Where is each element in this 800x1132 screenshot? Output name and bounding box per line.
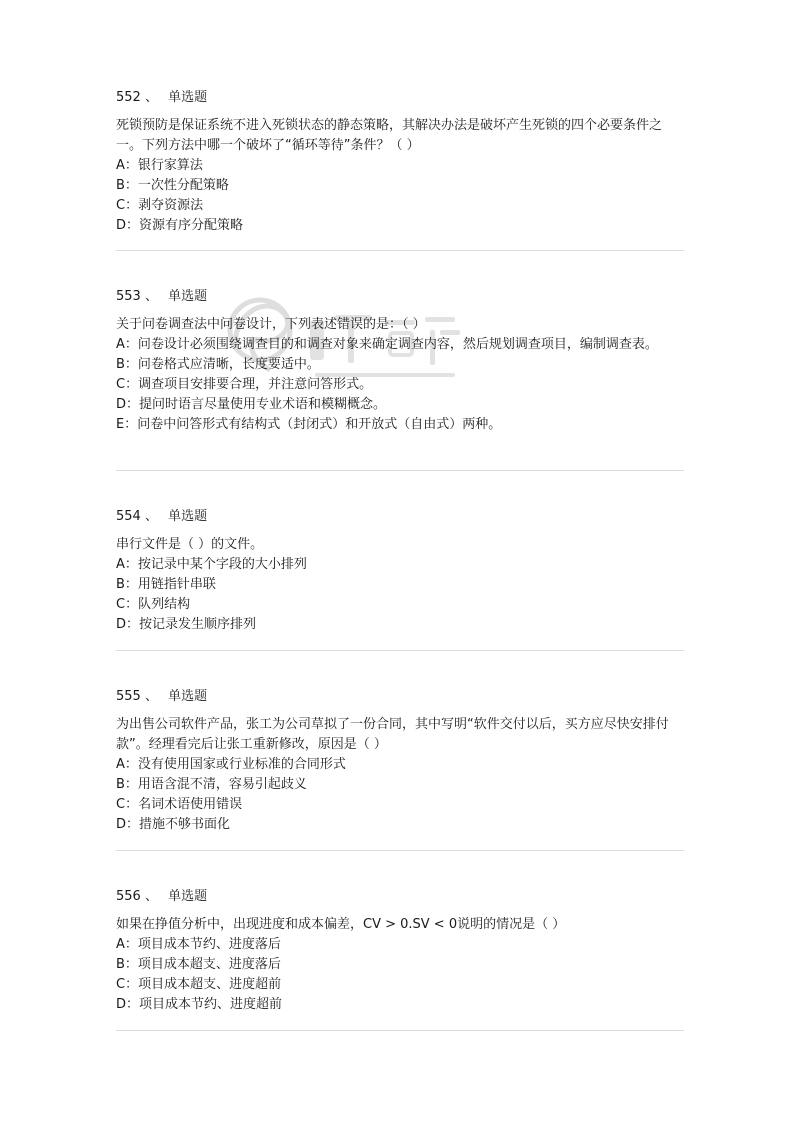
option-text: 资源有序分配策略 [139, 218, 244, 233]
option-letter: B： [116, 357, 138, 372]
option-a[interactable] [116, 335, 686, 355]
option-letter: D： [116, 218, 140, 233]
option-text: 按记录中某个字段的大小排列 [137, 557, 307, 572]
option-text: 项目成本节约、进度落后 [137, 937, 281, 952]
question-554 [116, 507, 686, 635]
question-556 [116, 887, 686, 1015]
option-c[interactable] [116, 375, 686, 395]
option-a[interactable] [116, 156, 686, 176]
option-letter: A： [116, 337, 138, 352]
option-letter: A： [116, 757, 138, 772]
question-number: 554 、 [116, 509, 158, 524]
question-divider [116, 650, 684, 651]
option-text: 措施不够书面化 [139, 817, 231, 832]
option-b[interactable] [116, 176, 686, 196]
option-letter: A： [116, 557, 138, 572]
question-number: 552 、 [116, 90, 158, 105]
option-a[interactable] [116, 555, 686, 575]
question-header [116, 88, 686, 108]
option-text: 队列结构 [138, 597, 191, 612]
option-c[interactable] [116, 595, 686, 615]
question-divider [116, 850, 684, 851]
option-letter: B： [116, 178, 138, 193]
option-letter: C： [116, 198, 139, 213]
option-letter: A： [116, 937, 138, 952]
option-letter: C： [116, 977, 139, 992]
option-letter: D： [116, 397, 140, 412]
option-text: 项目成本节约、进度超前 [139, 997, 283, 1012]
option-letter: E： [116, 417, 138, 432]
option-letter: B： [116, 577, 138, 592]
question-divider [116, 250, 684, 251]
question-type: 单选题 [168, 889, 208, 904]
option-letter: B： [116, 957, 138, 972]
option-c[interactable] [116, 196, 686, 216]
option-d[interactable] [116, 395, 686, 415]
option-text: 项目成本超支、进度超前 [138, 977, 282, 992]
option-letter: C： [116, 377, 139, 392]
option-text: 名词术语使用错误 [138, 797, 243, 812]
option-text: 没有使用国家或行业标准的合同形式 [137, 757, 346, 772]
question-header [116, 687, 686, 707]
question-type: 单选题 [168, 289, 208, 304]
option-letter: C： [116, 597, 139, 612]
question-header [116, 507, 686, 527]
option-b[interactable] [116, 355, 686, 375]
option-letter: D： [116, 997, 140, 1012]
option-letter: D： [116, 817, 140, 832]
option-text: 按记录发生顺序排列 [139, 617, 257, 632]
option-b[interactable] [116, 955, 686, 975]
option-e[interactable] [116, 415, 686, 435]
option-c[interactable] [116, 975, 686, 995]
question-553 [116, 287, 686, 435]
question-divider [116, 1030, 684, 1031]
option-d[interactable] [116, 815, 686, 835]
option-letter: B： [116, 777, 138, 792]
question-type: 单选题 [168, 689, 208, 704]
option-letter: C： [116, 797, 139, 812]
option-text: 用链指针串联 [137, 577, 216, 592]
option-letter: A： [116, 158, 138, 173]
option-text: 银行家算法 [137, 158, 203, 173]
option-text: 项目成本超支、进度落后 [137, 957, 281, 972]
question-stem: 死锁预防是保证系统不进入死锁状态的静态策略，其解决办法是破坏产生死锁的四个必要条件之一。下列方法中哪一个破坏了“循环等待”条件？（ ） [116, 118, 663, 153]
option-text: 调查项目安排要合理，并注意问答形式。 [138, 377, 373, 392]
option-text: 问卷格式应清晰，长度要适中。 [137, 357, 320, 372]
option-d[interactable] [116, 216, 686, 236]
question-stem: 为出售公司软件产品，张工为公司草拟了一份合同，其中写明“软件交付以后，买方应尽快安排付款”。经理看完后让张工重新修改，原因是（ ） [116, 717, 669, 752]
option-text: 提问时语言尽量使用专业术语和模糊概念。 [139, 397, 387, 412]
question-stem: 关于问卷调查法中问卷设计，下列表述错误的是：（ ） [116, 317, 426, 332]
question-number: 556 、 [116, 889, 158, 904]
option-b[interactable] [116, 775, 686, 795]
question-divider [116, 470, 684, 471]
question-stem: 串行文件是（ ）的文件。 [116, 537, 264, 552]
option-text: 一次性分配策略 [137, 178, 229, 193]
option-a[interactable] [116, 755, 686, 775]
question-header [116, 287, 686, 307]
question-number: 555 、 [116, 689, 158, 704]
option-text: 剥夺资源法 [138, 198, 204, 213]
option-a[interactable] [116, 935, 686, 955]
option-text: 问卷设计必须围绕调查目的和调查对象来确定调查内容，然后规划调查项目，编制调查表。 [137, 337, 658, 352]
option-letter: D： [116, 617, 140, 632]
option-d[interactable] [116, 995, 686, 1015]
question-555 [116, 687, 686, 835]
option-d[interactable] [116, 615, 686, 635]
option-c[interactable] [116, 795, 686, 815]
question-552 [116, 88, 686, 236]
question-number: 553 、 [116, 289, 158, 304]
question-type: 单选题 [168, 90, 208, 105]
option-text: 问卷中问答形式有结构式（封闭式）和开放式（自由式）两种。 [137, 417, 502, 432]
option-b[interactable] [116, 575, 686, 595]
question-header [116, 887, 686, 907]
option-text: 用语含混不清，容易引起歧义 [137, 777, 307, 792]
question-stem: 如果在挣值分析中，出现进度和成本偏差，CV > 0.SV < 0说明的情况是（ ） [116, 917, 566, 932]
question-type: 单选题 [168, 509, 208, 524]
